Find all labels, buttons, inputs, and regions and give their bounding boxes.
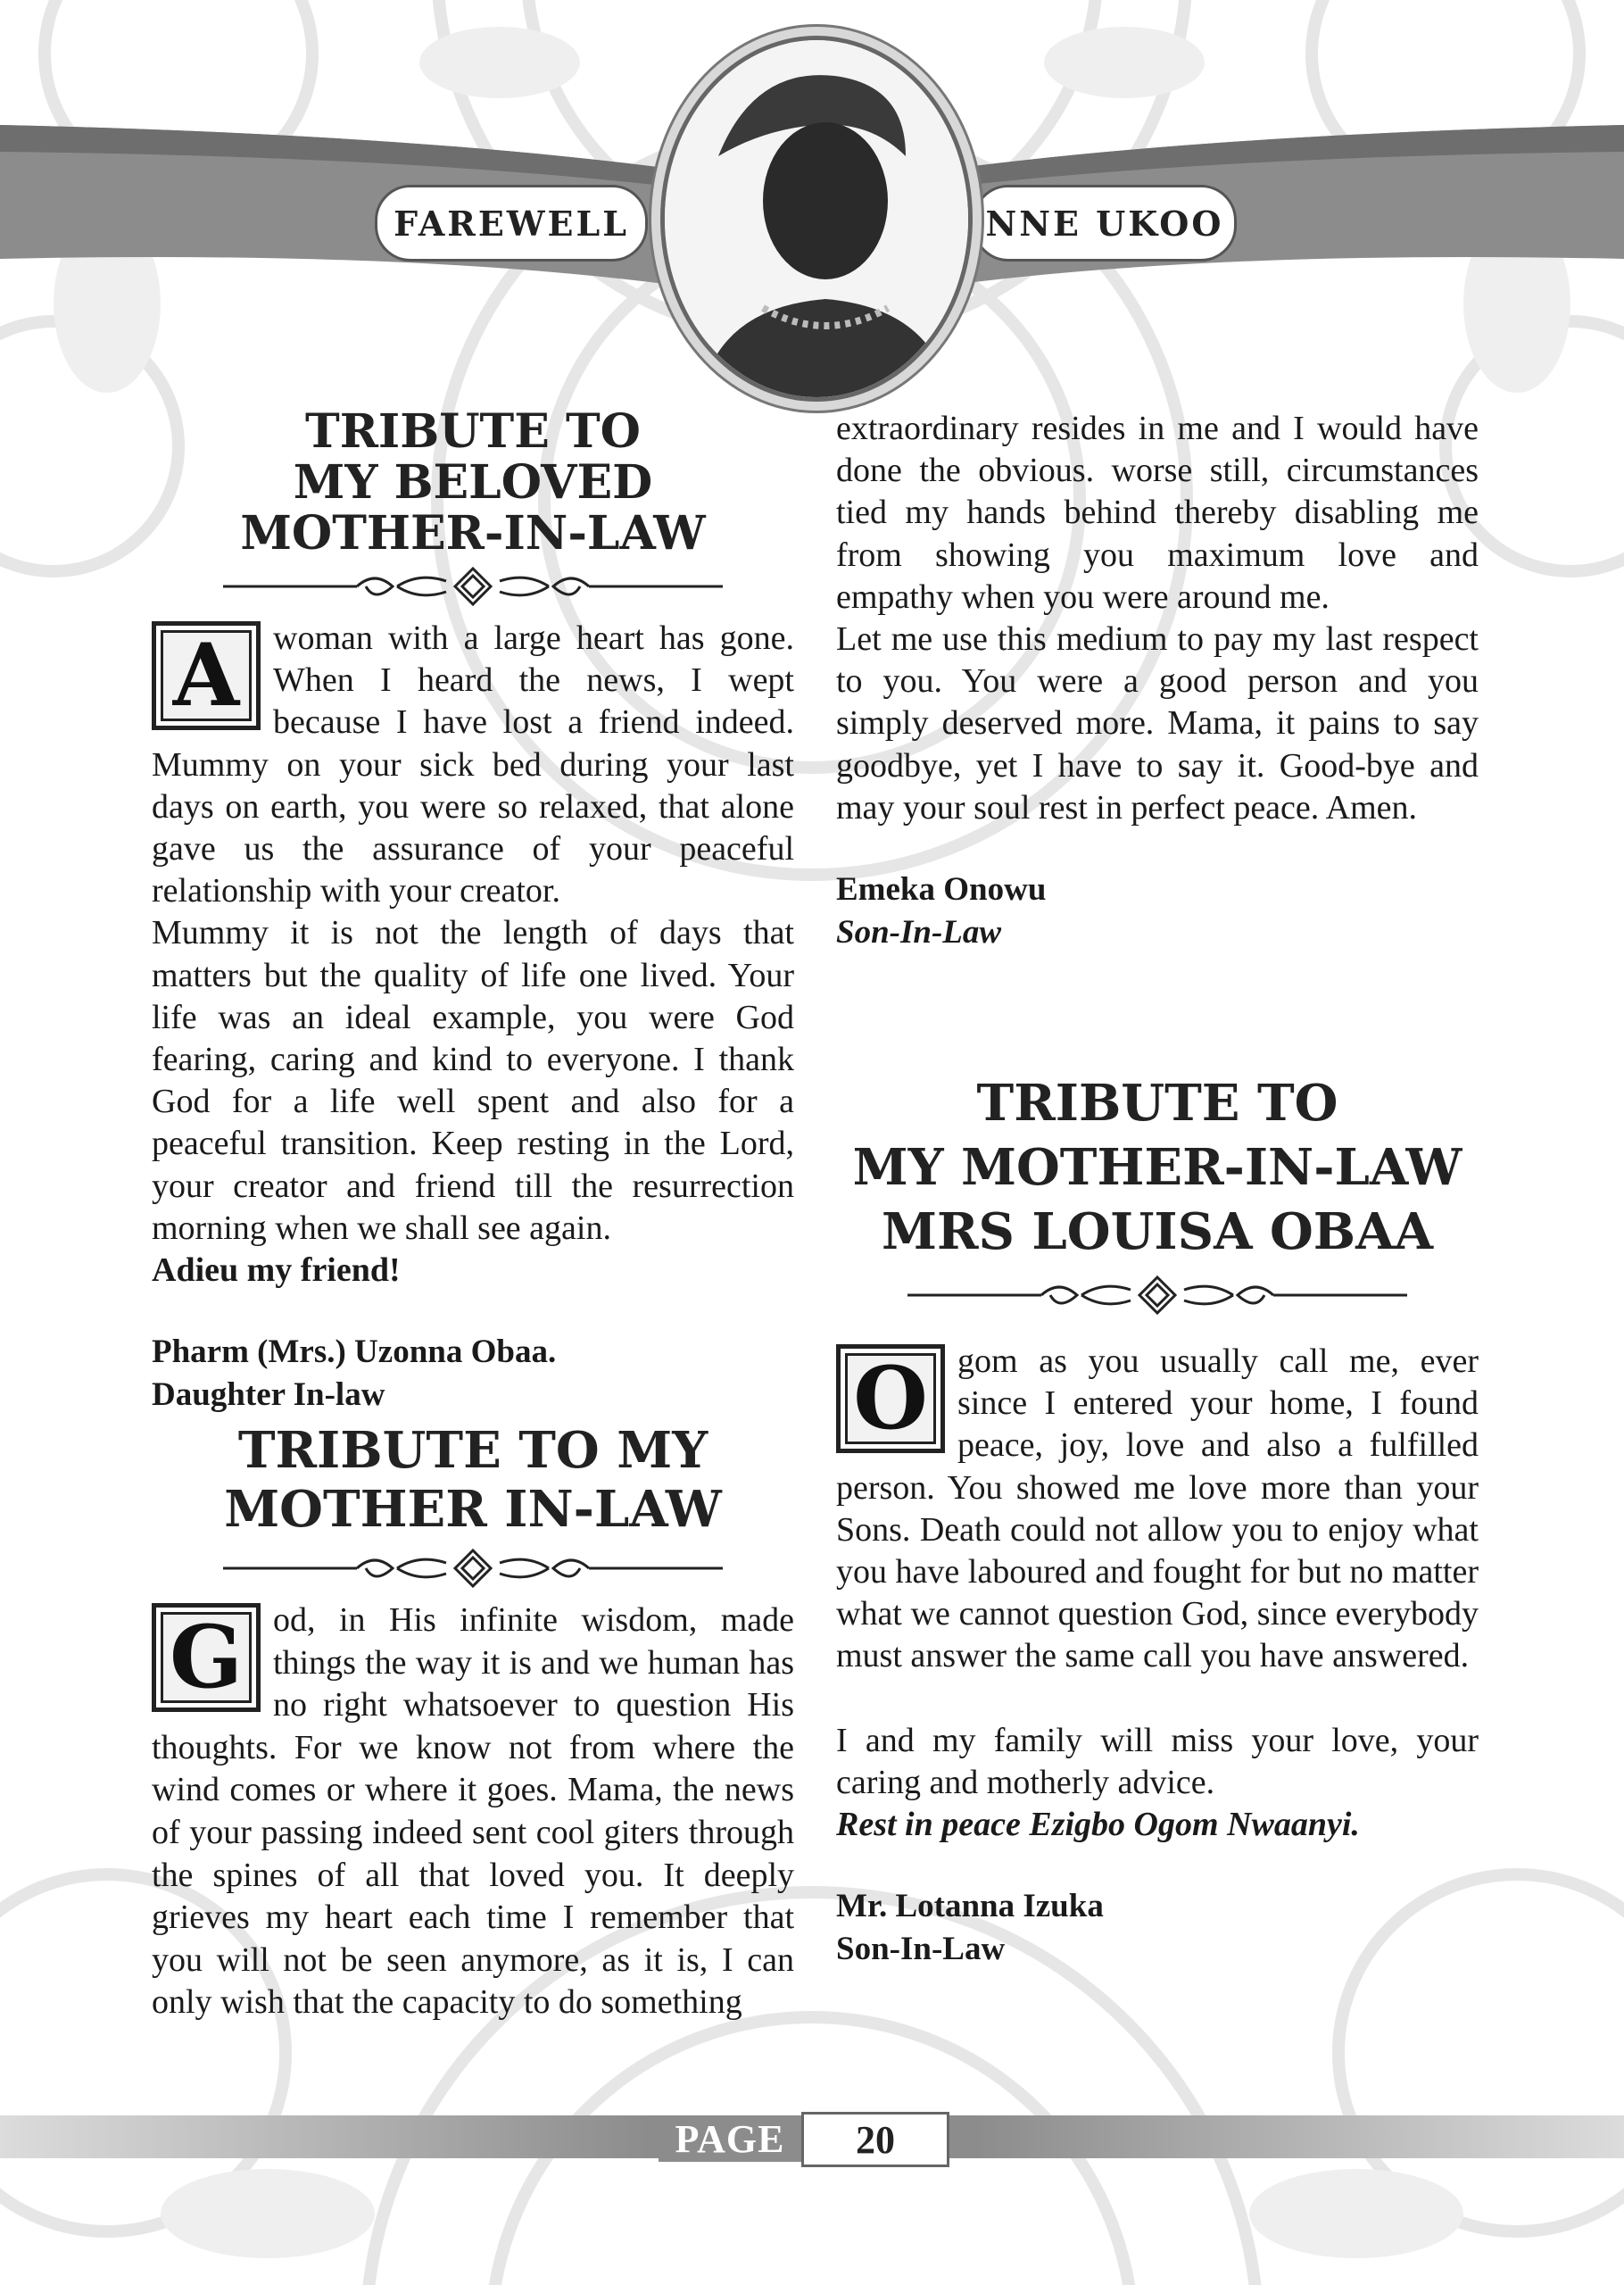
tribute1-signature	[152, 1331, 794, 1417]
portrait-photo	[660, 36, 973, 402]
paragraph: od, in His infinite wisdom, made things the way it is and we human has no right whatsoever to question His thoughts. For we know not from where the wind comes or where it goes. Mama, the news of your passing indeed sent cool giters through the spines of all that loved you. It deeply grieves my heart each time I remember that you will not be seen anymore, as it is, I can only wish that the capacity to do something	[152, 1601, 794, 2022]
tribute3-title	[836, 1071, 1479, 1264]
paragraph: gom as you usually call me, ever since I entered your home, I found peace, joy, love and also a fulfilled person. You showed me love more than your Sons. Death could not allow you to enjoy what you have laboured and fought for but no matter what we cannot question God, since everybody must answer the same call you have answered.	[836, 1342, 1479, 1675]
drop-cap: O	[836, 1344, 945, 1453]
paragraph: Mummy it is not the length of days that matters but the quality of life one lived. Your life was an ideal example, you were God fearing, caring and kind to everyone. I thank God for a life well spent and also for a peaceful transition. Keep resting in the Lord, your creator and friend till the resurrection morning when we shall see again.	[152, 914, 794, 1247]
signature-name: Pharm (Mrs.) Uzonna Obaa.	[152, 1334, 557, 1371]
tribute3-body	[836, 1341, 1479, 1846]
page-number: 20	[801, 2112, 949, 2167]
tribute3-title-line: MRS LOUISA OBAA	[881, 1202, 1434, 1261]
tribute2-title	[152, 1421, 794, 1539]
header-name-label: NNE UKOO	[973, 185, 1237, 262]
tribute2-section	[152, 1421, 794, 2024]
signature-role: Son-In-Law	[836, 1931, 1006, 1968]
tribute1-title	[152, 406, 794, 559]
paragraph: woman with a large heart has gone. When I heard the news, I wept because I have lost a friend indeed. Mummy on your sick bed during your last days on earth, you were so relaxed, that alone gave us the assurance of your peaceful relationship with your creator.	[152, 619, 794, 910]
tribute1-title-line: TRIBUTE TO	[305, 404, 641, 459]
tribute2-title-line: MOTHER IN-LAW	[224, 1480, 722, 1539]
paragraph: I and my family will miss your love, your caring and motherly advice.	[836, 1721, 1479, 1801]
tribute2-continuation	[836, 408, 1479, 954]
portrait-image	[665, 40, 968, 397]
header-farewell-label: FAREWELL	[375, 185, 648, 262]
signature-name: Emeka Onowu	[836, 871, 1047, 909]
signature-name: Mr. Lotanna Izuka	[836, 1888, 1104, 1925]
tribute2-signature	[836, 868, 1479, 954]
closing-line: Rest in peace Ezigbo Ogom Nwaanyi.	[836, 1806, 1360, 1844]
paragraph: extraordinary resides in me and I would have done the obvious. worse still, circumstances tied my hands behind thereby disabling me from showing you maximum love and empathy when you were around me.	[836, 410, 1479, 616]
ornament-divider	[223, 1548, 723, 1589]
tribute2-title-line: TRIBUTE TO MY	[237, 1421, 708, 1480]
drop-cap: A	[152, 621, 261, 730]
tribute3-title-line: MY MOTHER-IN-LAW	[852, 1138, 1462, 1197]
tribute2-body	[152, 1600, 794, 2024]
tribute1-title-line: MY BELOVED	[293, 455, 653, 510]
ornament-divider	[907, 1275, 1407, 1316]
ornament-divider	[223, 566, 723, 607]
tribute2-continuation-body	[836, 408, 1479, 829]
closing-line: Adieu my friend!	[152, 1251, 401, 1290]
paragraph: Let me use this medium to pay my last respect to you. You were a good person and you simply deserved more. Mama, it pains to say goodbye, yet I have to say it. Good-bye and may your soul rest in perfect peace. Amen.	[836, 620, 1479, 827]
tribute1-section	[152, 406, 794, 1417]
signature-role: Son-In-Law	[836, 914, 1002, 951]
page-label: PAGE	[659, 2115, 801, 2162]
tribute3-signature	[836, 1885, 1479, 1971]
drop-cap: G	[152, 1603, 261, 1712]
tribute1-body	[152, 618, 794, 1292]
tribute1-title-line: MOTHER-IN-LAW	[240, 506, 706, 561]
signature-role: Daughter In-law	[152, 1376, 385, 1414]
tribute3-title-line: TRIBUTE TO	[976, 1074, 1338, 1133]
tribute3-section	[836, 1071, 1479, 1971]
